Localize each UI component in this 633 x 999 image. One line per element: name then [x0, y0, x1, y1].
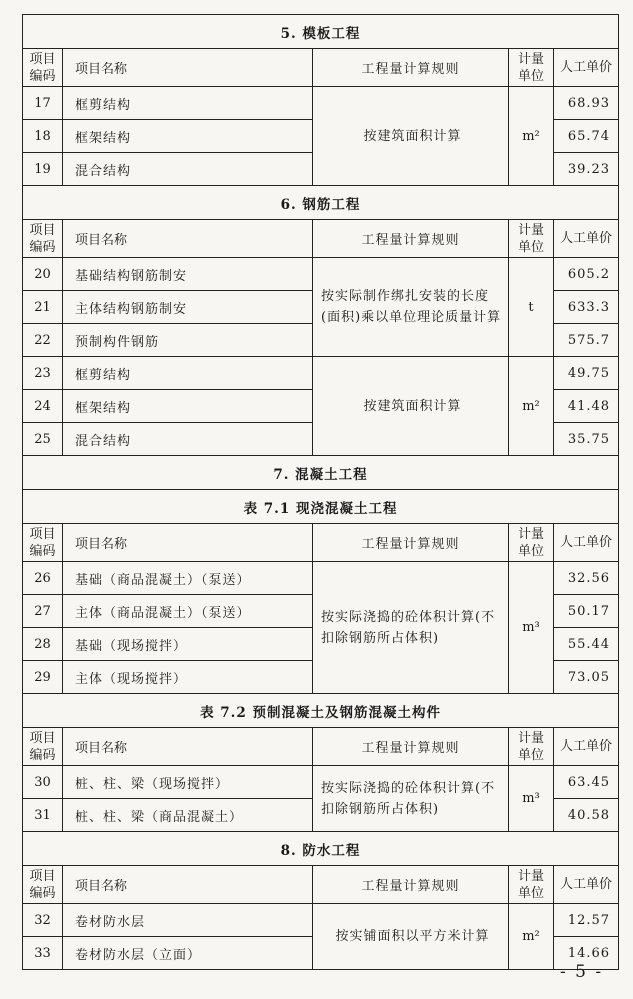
item-name: 主体结构钢筋制安: [63, 291, 313, 324]
item-name: 框剪结构: [63, 87, 313, 120]
labor-price: 68.93: [554, 87, 619, 120]
section-title: 6. 钢筋工程: [23, 186, 619, 220]
table-header-row: [23, 220, 619, 258]
table-body: [23, 15, 619, 970]
item-name: 混合结构: [63, 423, 313, 456]
labor-price: 41.48: [554, 390, 619, 423]
header-unit: 计量单位: [509, 524, 554, 562]
labor-price: 55.44: [554, 628, 619, 661]
table-header-row: [23, 524, 619, 562]
calc-rule: 按实际制作绑扎安装的长度(面积)乘以单位理论质量计算: [313, 258, 509, 357]
table-row: [23, 258, 619, 291]
labor-price: 65.74: [554, 120, 619, 153]
item-name: 卷材防水层: [63, 904, 313, 937]
calc-rule: 按建筑面积计算: [313, 87, 509, 186]
table-header-row: [23, 728, 619, 766]
labor-price: 40.58: [554, 799, 619, 832]
header-rule: 工程量计算规则: [313, 524, 509, 562]
item-name: 基础（商品混凝土）（泵送）: [63, 562, 313, 595]
section-title-row: [23, 456, 619, 490]
item-name: 卷材防水层（立面）: [63, 937, 313, 970]
section-title-row: [23, 186, 619, 220]
section-title-row: [23, 832, 619, 866]
labor-price: 12.57: [554, 904, 619, 937]
item-name: 主体（商品混凝土）（泵送）: [63, 595, 313, 628]
measure-unit: m²: [509, 87, 554, 186]
section-title: 7. 混凝土工程: [23, 456, 619, 490]
item-name: 桩、柱、梁（现场搅拌）: [63, 766, 313, 799]
header-name: 项目名称: [63, 728, 313, 766]
section-title: 表 7.2 预制混凝土及钢筋混凝土构件: [23, 694, 619, 728]
item-name: 桩、柱、梁（商品混凝土）: [63, 799, 313, 832]
measure-unit: m³: [509, 562, 554, 694]
header-price: 人工单价: [554, 49, 619, 87]
header-name: 项目名称: [63, 866, 313, 904]
item-code: 25: [23, 423, 63, 456]
header-price: 人工单价: [554, 524, 619, 562]
labor-price: 63.45: [554, 766, 619, 799]
header-price: 人工单价: [554, 220, 619, 258]
calc-rule: 按建筑面积计算: [313, 357, 509, 456]
labor-price: 605.2: [554, 258, 619, 291]
header-code: 项目编码: [23, 524, 63, 562]
calc-rule: 按实铺面积以平方米计算: [313, 904, 509, 970]
item-name: 混合结构: [63, 153, 313, 186]
item-code: 22: [23, 324, 63, 357]
table-row: [23, 562, 619, 595]
item-code: 23: [23, 357, 63, 390]
header-price: 人工单价: [554, 866, 619, 904]
header-rule: 工程量计算规则: [313, 220, 509, 258]
item-code: 29: [23, 661, 63, 694]
item-code: 19: [23, 153, 63, 186]
item-name: 基础（现场搅拌）: [63, 628, 313, 661]
table-header-row: [23, 866, 619, 904]
item-name: 基础结构钢筋制安: [63, 258, 313, 291]
table-header-row: [23, 49, 619, 87]
labor-price: 49.75: [554, 357, 619, 390]
page-number: - 5 -: [560, 962, 604, 982]
item-name: 框剪结构: [63, 357, 313, 390]
item-code: 32: [23, 904, 63, 937]
labor-price: 39.23: [554, 153, 619, 186]
header-unit: 计量单位: [509, 220, 554, 258]
measure-unit: m²: [509, 904, 554, 970]
header-code: 项目编码: [23, 49, 63, 87]
item-name: 预制构件钢筋: [63, 324, 313, 357]
item-name: 框架结构: [63, 120, 313, 153]
header-rule: 工程量计算规则: [313, 866, 509, 904]
item-code: 28: [23, 628, 63, 661]
measure-unit: m³: [509, 766, 554, 832]
item-code: 20: [23, 258, 63, 291]
item-code: 26: [23, 562, 63, 595]
item-code: 18: [23, 120, 63, 153]
labor-price: 73.05: [554, 661, 619, 694]
labor-price: 14.66: [554, 937, 619, 970]
section-title: 5. 模板工程: [23, 15, 619, 49]
labor-price: 575.7: [554, 324, 619, 357]
item-code: 24: [23, 390, 63, 423]
header-unit: 计量单位: [509, 49, 554, 87]
section-title-row: [23, 694, 619, 728]
header-price: 人工单价: [554, 728, 619, 766]
item-name: 主体（现场搅拌）: [63, 661, 313, 694]
header-unit: 计量单位: [509, 866, 554, 904]
header-code: 项目编码: [23, 728, 63, 766]
labor-price-table: [22, 14, 619, 970]
labor-price: 633.3: [554, 291, 619, 324]
table-row: [23, 357, 619, 390]
header-name: 项目名称: [63, 220, 313, 258]
header-name: 项目名称: [63, 49, 313, 87]
section-title-row: [23, 15, 619, 49]
item-code: 17: [23, 87, 63, 120]
item-code: 33: [23, 937, 63, 970]
header-rule: 工程量计算规则: [313, 728, 509, 766]
item-code: 30: [23, 766, 63, 799]
header-name: 项目名称: [63, 524, 313, 562]
item-code: 21: [23, 291, 63, 324]
labor-price: 50.17: [554, 595, 619, 628]
table-row: [23, 87, 619, 120]
labor-price: 32.56: [554, 562, 619, 595]
table-row: [23, 904, 619, 937]
calc-rule: 按实际浇捣的砼体积计算(不扣除钢筋所占体积): [313, 562, 509, 694]
labor-price: 35.75: [554, 423, 619, 456]
item-code: 31: [23, 799, 63, 832]
header-code: 项目编码: [23, 220, 63, 258]
section-title: 表 7.1 现浇混凝土工程: [23, 490, 619, 524]
section-title-row: [23, 490, 619, 524]
header-rule: 工程量计算规则: [313, 49, 509, 87]
price-table-page: [22, 14, 618, 970]
measure-unit: m²: [509, 357, 554, 456]
measure-unit: t: [509, 258, 554, 357]
item-name: 框架结构: [63, 390, 313, 423]
header-unit: 计量单位: [509, 728, 554, 766]
calc-rule: 按实际浇捣的砼体积计算(不扣除钢筋所占体积): [313, 766, 509, 832]
item-code: 27: [23, 595, 63, 628]
table-row: [23, 766, 619, 799]
header-code: 项目编码: [23, 866, 63, 904]
section-title: 8. 防水工程: [23, 832, 619, 866]
